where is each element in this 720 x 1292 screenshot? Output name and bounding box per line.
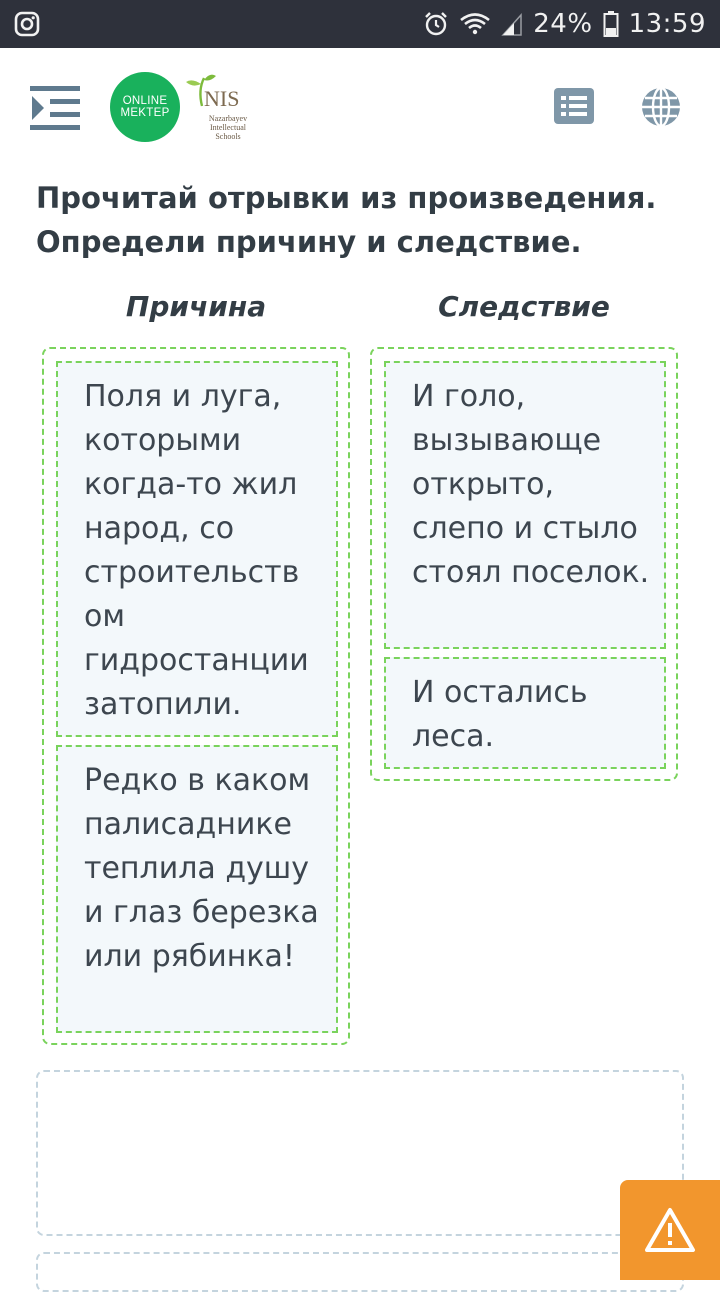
online-mektep-logo xyxy=(110,72,180,142)
instagram-icon xyxy=(14,11,40,37)
nis-logo-text: NIS xyxy=(204,86,240,111)
battery-icon xyxy=(603,10,619,38)
answer-bank-area-2[interactable] xyxy=(36,1252,684,1292)
menu-button[interactable] xyxy=(30,84,80,132)
signal-icon xyxy=(501,11,523,37)
status-bar xyxy=(0,0,720,48)
column-header-effect: Следствие xyxy=(438,290,610,323)
answer-bank-area[interactable] xyxy=(36,1070,684,1236)
task-list-button[interactable] xyxy=(554,88,594,124)
logo-mektep-text: MEKTEP xyxy=(120,107,170,119)
column-header-cause: Причина xyxy=(125,290,267,323)
warning-icon xyxy=(644,1207,696,1253)
menu-icon xyxy=(30,84,80,132)
list-icon xyxy=(554,88,594,124)
effect-dropzone[interactable] xyxy=(370,347,678,781)
wifi-icon xyxy=(459,11,491,37)
draggable-card[interactable]: И голо, вызывающе открыто, слепо и стыло стоял поселок. xyxy=(384,361,666,649)
logo-online-text: ONLINE xyxy=(122,95,168,107)
alarm-icon xyxy=(423,11,449,37)
question-line-1: Прочитай отрывки из произведения. xyxy=(36,181,657,215)
report-problem-button[interactable] xyxy=(620,1180,720,1280)
cause-dropzone[interactable] xyxy=(42,347,350,1045)
nis-logo xyxy=(184,70,248,146)
language-button[interactable] xyxy=(640,86,682,128)
battery-percent: 24% xyxy=(533,9,593,39)
globe-icon xyxy=(640,86,682,128)
draggable-card[interactable]: Поля и луга, которыми когда-то жил народ, со строительств ом гидростанции затопили. xyxy=(56,361,338,737)
draggable-card[interactable]: Редко в каком палисаднике теплила душу и глаз березка или рябинка! xyxy=(56,745,338,1033)
nis-logo-subtitle: Nazarbayev Intellectual Schools xyxy=(208,114,248,141)
app-header xyxy=(0,48,720,168)
clock-time: 13:59 xyxy=(628,9,706,39)
question-line-2: Определи причину и следствие. xyxy=(36,225,582,259)
draggable-card[interactable]: И остались леса. xyxy=(384,657,666,769)
task-question xyxy=(36,176,696,264)
